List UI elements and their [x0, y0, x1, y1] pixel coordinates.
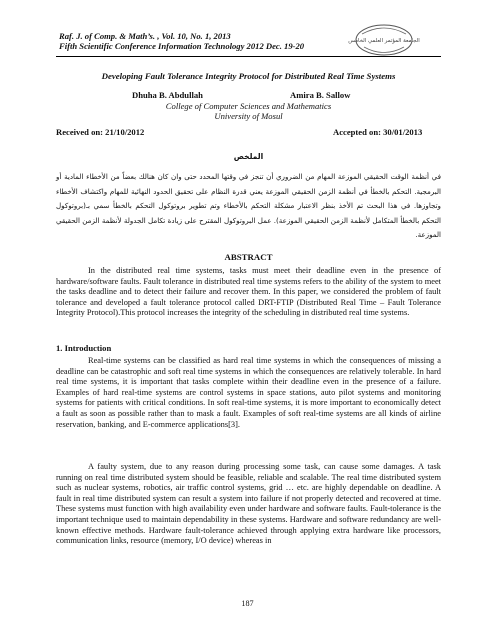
header-rule — [56, 56, 441, 57]
received-date: Received on: 21/10/2012 — [56, 127, 145, 137]
author-1: Dhuha B. Abdullah — [132, 90, 203, 100]
logo-lettering: الجامعة المؤتمر العلمي الخامس — [348, 38, 420, 44]
arabic-abstract-heading: الملخص — [233, 152, 264, 161]
affiliation-college: College of Computer Sciences and Mathematics — [165, 101, 332, 111]
conference-logo — [338, 20, 430, 60]
introduction-heading: 1. Introduction — [56, 343, 112, 353]
arabic-abstract-body: في أنظمة الوقت الحقيقي الموزعة المهام من الضروري أن تنجز في وقتها المحدد حتى وان كان هنالك بعضاً من الأخطاء المادية أو البرمجية. التحكم بالخطأ في أنظمة الزمن الحقيقي الموزعة يعني قدرة النظام على تحقيق الحدود النهائية للمهام واكتشاف الأخطاء وتجاوزها. في هذا البحث تم الأخذ بنظر الاعتبار مشكلة التحكم بالأخطاء وتم تطوير بروتوكول التحكم بالخطأ سمي بـ(بروتوكول التحكم بالخطأ المتكامل لأنظمة الزمن الحقيقي الموزعة). عمل البروتوكول المقترح على زيادة تكامل الجدولة لأنظمة الزمن الحقيقي الموزعة. — [56, 172, 441, 240]
introduction-paragraph-2: A faulty system, due to any reason during processing some task, can cause some damages. A task running on real time distributed system should be feasible, reliable and scalable. The real time distributed system such as nuclear systems, robotics, air traffic control systems, grid … etc. are highly dependable on deadline. A fault in real time distributed system can result a system into failure if not properly detected and recovered at time. These systems must function with high availability even under hardware and software faults. Fault-tolerance is the important technique used to maintain dependability in these systems. Hardware and software redundancy are well-known effective methods. Hardware fault-tolerance achieved through applying extra hardware like processors, communication links, resource (memory, I/O device) whereas in — [56, 462, 441, 546]
conference-line: Fifth Scientific Conference Information Technology 2012 Dec. 19-20 — [59, 41, 305, 51]
abstract-text: In the distributed real time systems, tasks must meet their deadline even in the presence of hardware/software faults. Fault tolerance in distributed real time systems refers to the ability of the system to meet the tasks deadline and to detect their failure and recover them. In this paper, we considered the problem of fault tolerance and developed a fault tolerance protocol called DRT-FTIP (Distributed Real Time – Fault Tolerance Integrity Protocol).This protocol increases the integrity of the scheduling in distributed real time systems. — [56, 266, 441, 318]
journal-citation: Raf. J. of Comp. & Math’s. , Vol. 10, No. 1, 2013 — [59, 31, 231, 41]
paper-title: Developing Fault Tolerance Integrity Protocol for Distributed Real Time Systems — [101, 71, 396, 81]
author-2: Amira B. Sallow — [290, 90, 351, 100]
abstract-heading: ABSTRACT — [224, 252, 273, 262]
journal-header — [59, 31, 304, 51]
accepted-date: Accepted on: 30/01/2013 — [333, 127, 423, 137]
affiliation-university: University of Mosul — [214, 111, 283, 121]
introduction-paragraph-1: Real-time systems can be classified as hard real time systems in which the consequences of missing a deadline can be catastrophic and soft real time systems in which the consequences are relatively tolerable. In hard real time systems, it is important that tasks complete within their deadline even in the presence of a failure. Examples of hard real-time systems are control systems in space stations, auto pilot systems and monitoring systems for patients with critical conditions. In soft real-time systems, it is more important to economically detect a fault as soon as possible rather than to mask a fault. Examples of soft real-time systems are all kinds of airline reservation, banking, and E-commerce applications[3]. — [56, 356, 441, 429]
page-number: 187 — [241, 599, 254, 608]
